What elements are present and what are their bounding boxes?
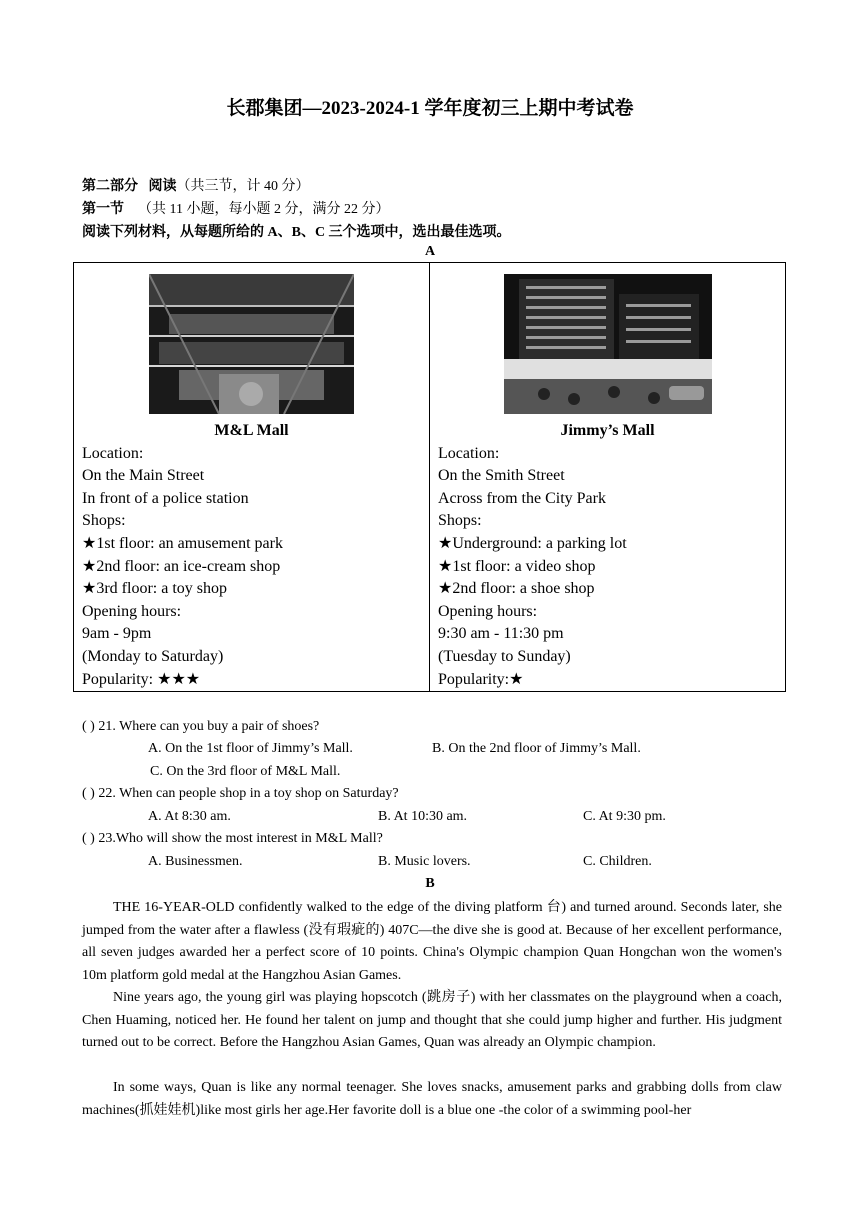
answer-blank[interactable]: ( ) — [82, 719, 95, 734]
location-label: Location: — [82, 444, 144, 462]
part-heading — [82, 175, 310, 195]
passage-b-label: B — [425, 876, 435, 891]
passage-a-label: A — [424, 244, 436, 259]
part-name: 阅读 — [148, 179, 177, 194]
paragraph: THE 16-YEAR-OLD confidently walked to the edge of the diving platform 台) and turned around. Seconds later, she jumped from the water after a flawless (没有瑕疵的) 407C—the dive she is good at. Because of her excellent performance, all seven judges awarded her a perfect score of 10 points. China's Olympic champion Quan Hongchan won the women's 10m platform gold medal at the Hangzhou Asian Games. — [82, 900, 782, 983]
jimmys-mall-photo — [504, 274, 712, 414]
option-a[interactable]: A. At 8:30 am. — [148, 809, 231, 824]
option-c[interactable]: C. At 9:30 pm. — [583, 809, 666, 824]
shop-item: ★Underground: a parking lot — [438, 534, 627, 552]
question-stem: 23.Who will show the most interest in M&L Mall? — [98, 831, 383, 846]
location-line: On the Main Street — [82, 467, 205, 485]
part-label: 第二部分 — [82, 179, 138, 194]
location-line: On the Smith Street — [438, 467, 565, 485]
days-value: (Tuesday to Sunday) — [438, 647, 571, 665]
sub-note: （共 11 小题，每小题 2 分，满分 22 分） — [138, 202, 390, 217]
hours-value: 9am - 9pm — [82, 625, 152, 643]
option-b[interactable]: B. Music lovers. — [378, 854, 471, 869]
sub-label: 第一节 — [82, 202, 124, 217]
question-22 — [82, 786, 399, 802]
ml-mall-photo — [149, 274, 354, 414]
mall-table — [73, 262, 786, 692]
shops-label: Shops: — [82, 512, 126, 530]
option-b[interactable]: B. At 10:30 am. — [378, 809, 468, 824]
answer-blank[interactable]: ( ) — [82, 831, 95, 846]
hours-value: 9:30 am - 11:30 pm — [438, 625, 564, 643]
sub-heading — [82, 198, 389, 218]
option-c[interactable]: C. On the 3rd floor of M&L Mall. — [150, 764, 341, 779]
paragraph: Nine years ago, the young girl was playing hopscotch (跳房子) with her classmates on the playground when a coach, Chen Huaming, noticed her. He found her talent on jump and thought that she could jump higher and further. His judgment turned out to be correct. Before the Hangzhou Asian Games, Quan was already an Olympic champion. — [82, 990, 782, 1051]
hours-label: Opening hours: — [82, 602, 182, 620]
mall-name: M&L Mall — [214, 422, 289, 439]
shop-item: ★1st floor: an amusement park — [82, 534, 283, 552]
paragraph: In some ways, Quan is like any normal teenager. She loves snacks, amusement parks and grabbing dolls from claw machines(抓娃娃机)like most girls her age.Her favorite doll is a blue one -the color of a swimming pool-her — [82, 1080, 782, 1118]
shop-item: ★3rd floor: a toy shop — [82, 580, 227, 598]
shop-item: ★1st floor: a video shop — [438, 557, 596, 575]
shop-item: ★2nd floor: a shoe shop — [438, 580, 595, 598]
question-stem: 21. Where can you buy a pair of shoes? — [98, 719, 320, 734]
instruction: 阅读下列材料，从每题所给的 A、B、C 三个选项中，选出最佳选项。 — [82, 225, 511, 240]
option-c[interactable]: C. Children. — [583, 854, 652, 869]
part-note: （共三节，计 40 分） — [176, 179, 310, 194]
location-line: In front of a police station — [82, 489, 249, 507]
option-a[interactable]: A. Businessmen. — [148, 854, 243, 869]
option-a[interactable]: A. On the 1st floor of Jimmy’s Mall. — [148, 741, 353, 756]
exam-title: 长郡集团—2023-2024-1 学年度初三上期中考试卷 — [226, 98, 634, 119]
shops-label: Shops: — [438, 512, 482, 530]
mall-card-jimmy — [430, 263, 786, 692]
hours-label: Opening hours: — [438, 602, 538, 620]
popularity: Popularity:★ — [438, 670, 524, 688]
days-value: (Monday to Saturday) — [82, 647, 224, 665]
popularity: Popularity: ★★★ — [82, 670, 201, 688]
question-stem: 22. When can people shop in a toy shop on Saturday? — [98, 786, 399, 801]
option-b[interactable]: B. On the 2nd floor of Jimmy’s Mall. — [432, 741, 641, 756]
shop-item: ★2nd floor: an ice-cream shop — [82, 557, 281, 575]
question-21 — [82, 719, 319, 735]
location-label: Location: — [438, 444, 500, 462]
answer-blank[interactable]: ( ) — [82, 786, 95, 801]
mall-card-ml — [74, 263, 430, 692]
question-23 — [82, 831, 383, 847]
mall-name: Jimmy’s Mall — [560, 422, 655, 439]
location-line: Across from the City Park — [438, 489, 606, 507]
